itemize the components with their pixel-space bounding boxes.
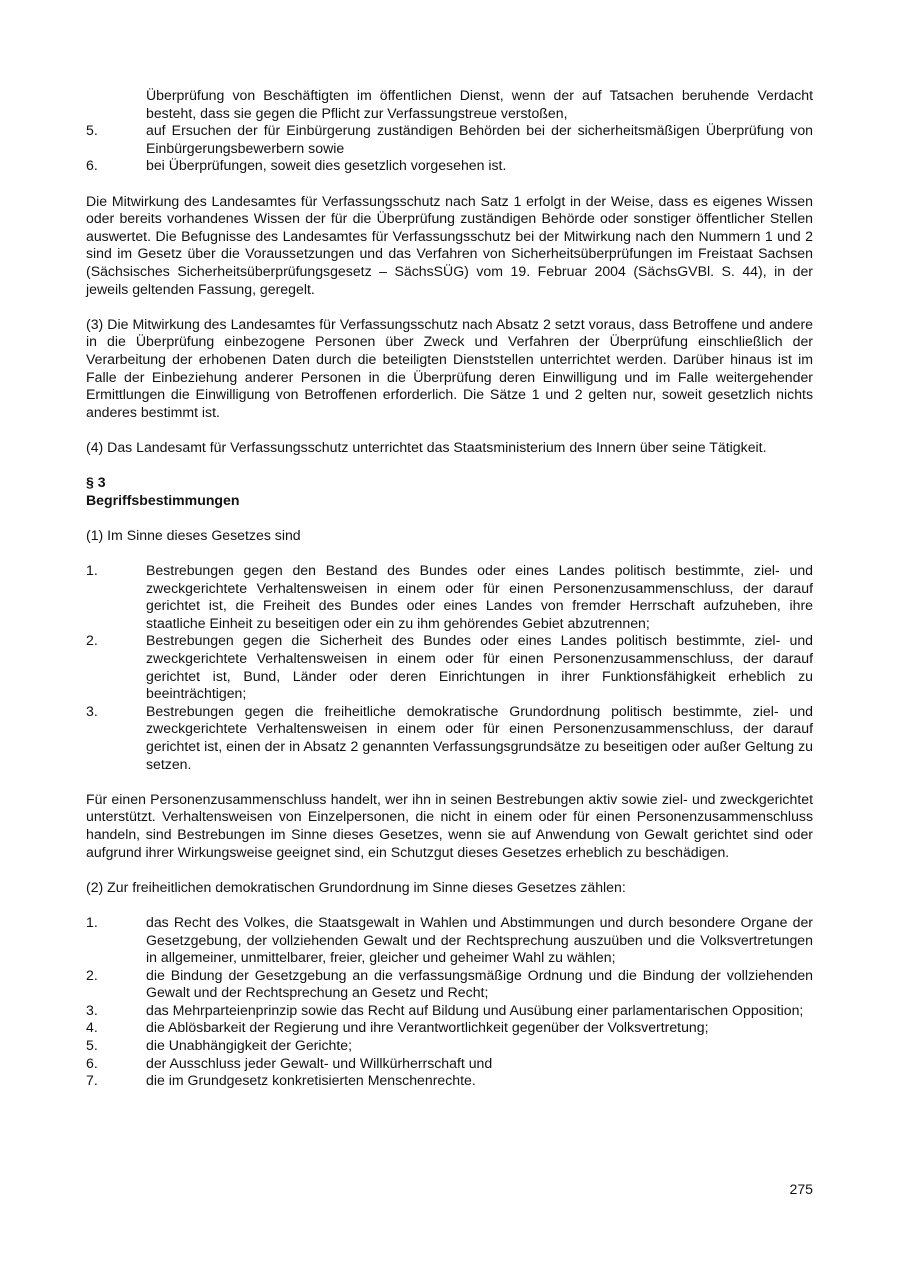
list-item-number: 1.	[86, 913, 98, 930]
list-item-number: 3.	[86, 1001, 98, 1018]
list-item-text: das Mehrparteienprinzip sowie das Recht auf Bildung und Ausübung einer parlamentarischen Opposition;	[146, 1001, 804, 1018]
paragraph-mitwirkung: Die Mitwirkung des Landesamtes für Verfassungsschutz nach Satz 1 erfolgt in der Weise, dass es eigenes Wissen oder bereits vorhandenes Wissen der für die Überprüfung zuständigen Behörde oder sonstiger öffentlicher Stellen auswertet. Die Befugnisse des Landesamtes für Verfassungsschutz bei der Mitwirkung nach den Nummern 1 und 2 sind im Gesetz über die Voraussetzungen und das Verfahren von Sicherheitsüberprüfungen im Freistaat Sachsen (Sächsisches Sicherheitsüberprüfungsgesetz – SächsSÜG) vom 19. Februar 2004 (SächsGVBl. S. 44), in der jeweils geltenden Fassung, geregelt.	[86, 192, 813, 297]
list-item-number: 7.	[86, 1072, 98, 1089]
section-number: § 3	[86, 474, 106, 491]
list-item	[86, 632, 813, 702]
list-item	[86, 1055, 813, 1073]
list-grundordnung	[86, 914, 813, 1090]
list-item	[86, 967, 813, 1002]
list-item	[86, 1037, 813, 1055]
paragraph-absatz-3: (3) Die Mitwirkung des Landesamtes für Verfassungsschutz nach Absatz 2 setzt voraus, dass Betroffene und andere in die Überprüfung einbezogene Personen über Zweck und Verfahren der Überprüfung einschließlich der Verarbeitung der erhobenen Daten durch die beteiligten Dienststellen unterrichtet werden. Darüber hinaus ist im Falle der Einbeziehung anderer Personen in die Überprüfung deren Einwilligung und im Falle weitergehender Ermittlungen die Einwilligung von Betroffenen erforderlich. Die Sätze 1 und 2 gelten nur, soweit gesetzlich nichts anderes bestimmt ist.	[86, 315, 813, 420]
document-page	[86, 87, 813, 1107]
list-item	[86, 1019, 813, 1037]
list-item-number: 2.	[86, 966, 98, 983]
paragraph-absatz-1-intro: (1) Im Sinne dieses Gesetzes sind	[86, 526, 301, 543]
list-item-text: bei Überprüfungen, soweit dies gesetzlich vorgesehen ist.	[146, 157, 507, 174]
list-item-number: 5.	[86, 122, 98, 139]
list-item	[86, 562, 813, 632]
list-item-number: 5.	[86, 1037, 98, 1054]
list-item	[86, 122, 813, 157]
list-item	[86, 914, 813, 967]
page-number: 275	[789, 1181, 813, 1197]
list-item-continuation: Überprüfung von Beschäftigten im öffentlichen Dienst, wenn der auf Tatsachen beruhende Verdacht besteht, dass sie gegen die Pflicht zur Verfassungstreue verstoßen,	[146, 87, 813, 121]
list-item-number: 2.	[86, 632, 98, 649]
list-item	[86, 1072, 813, 1090]
list-item-text: der Ausschluss jeder Gewalt- und Willkürherrschaft und	[146, 1054, 493, 1071]
list-item-number: 4.	[86, 1019, 98, 1036]
list-item-text: die Unabhängigkeit der Gerichte;	[146, 1037, 353, 1054]
list-item-text: das Recht des Volkes, die Staatsgewalt in Wahlen und Abstimmungen und durch besondere Organe der Gesetzgebung, der vollziehenden Gewalt und der Rechtsprechung auszuüben und die Volksvertretungen in allgemeiner, unmittelbarer, freier, gleicher und geheimer Wahl zu wählen;	[146, 913, 813, 966]
paragraph-absatz-4: (4) Das Landesamt für Verfassungsschutz unterrichtet das Staatsministerium des Innern über seine Tätigkeit.	[86, 438, 767, 455]
list-item-text: die im Grundgesetz konkretisierten Menschenrechte.	[146, 1072, 476, 1089]
section-heading	[86, 474, 813, 509]
list-item	[86, 157, 813, 175]
list-bestrebungen	[86, 562, 813, 773]
list-item	[86, 703, 813, 773]
list-item-number: 1.	[86, 562, 98, 579]
list-item-number: 6.	[86, 1054, 98, 1071]
section-title: Begriffsbestimmungen	[86, 491, 240, 508]
paragraph-personenzusammenschluss: Für einen Personenzusammenschluss handelt, wer ihn in seinen Bestrebungen aktiv sowie ziel- und zweckgerichtet unterstützt. Verhaltensweisen von Einzelpersonen, die nicht in einem oder für einen Personenzusammenschluss handeln, sind Bestrebungen im Sinne dieses Gesetzes, wenn sie auf Anwendung von Gewalt gerichtet sind oder aufgrund ihrer Wirkungsweise geeignet sind, ein Schutzgut dieses Gesetzes erheblich zu beschädigen.	[86, 790, 813, 860]
paragraph-absatz-2-intro: (2) Zur freiheitlichen demokratischen Grundordnung im Sinne dieses Gesetzes zählen:	[86, 878, 626, 895]
list-item-text: Bestrebungen gegen den Bestand des Bundes oder eines Landes politisch bestimmte, ziel- und zweckgerichtete Verhaltensweisen in einem oder für einen Personenzusammenschluss, der darauf gerichtet ist, die Freiheit des Bundes oder eines Landes von fremder Herrschaft aufzuheben, ihre staatliche Einheit zu beseitigen oder ein zu ihm gehörendes Gebiet abzutrennen;	[146, 562, 813, 631]
list-item-text: Bestrebungen gegen die Sicherheit des Bundes oder eines Landes politisch bestimmte, ziel- und zweckgerichtete Verhaltensweisen in einem oder für einen Personenzusammenschluss, der darauf gerichtet ist, Bund, Länder oder deren Einrichtungen in ihrer Funktionsfähigkeit erheblich zu beeinträchtigen;	[146, 632, 813, 702]
list-item	[86, 1002, 813, 1020]
top-list	[86, 87, 813, 175]
list-item-number: 6.	[86, 157, 98, 174]
list-item-text: die Ablösbarkeit der Regierung und ihre Verantwortlichkeit gegenüber der Volksvertretung;	[146, 1019, 709, 1036]
list-item-number: 3.	[86, 702, 98, 719]
list-item-text: Bestrebungen gegen die freiheitliche demokratische Grundordnung politisch bestimmte, ziel- und zweckgerichtete Verhaltensweisen in einem oder für einen Personenzusammenschluss, der darauf gerichtet ist, einen der in Absatz 2 genannten Verfassungsgrundsätze zu beseitigen oder außer Geltung zu setzen.	[146, 702, 813, 772]
list-item-text: auf Ersuchen der für Einbürgerung zuständigen Behörden bei der sicherheitsmäßigen Überprüfung von Einbürgerungsbewerbern sowie	[146, 122, 813, 156]
list-item-text: die Bindung der Gesetzgebung an die verfassungsmäßige Ordnung und die Bindung der vollziehenden Gewalt und der Rechtsprechung an Gesetz und Recht;	[146, 966, 813, 1001]
